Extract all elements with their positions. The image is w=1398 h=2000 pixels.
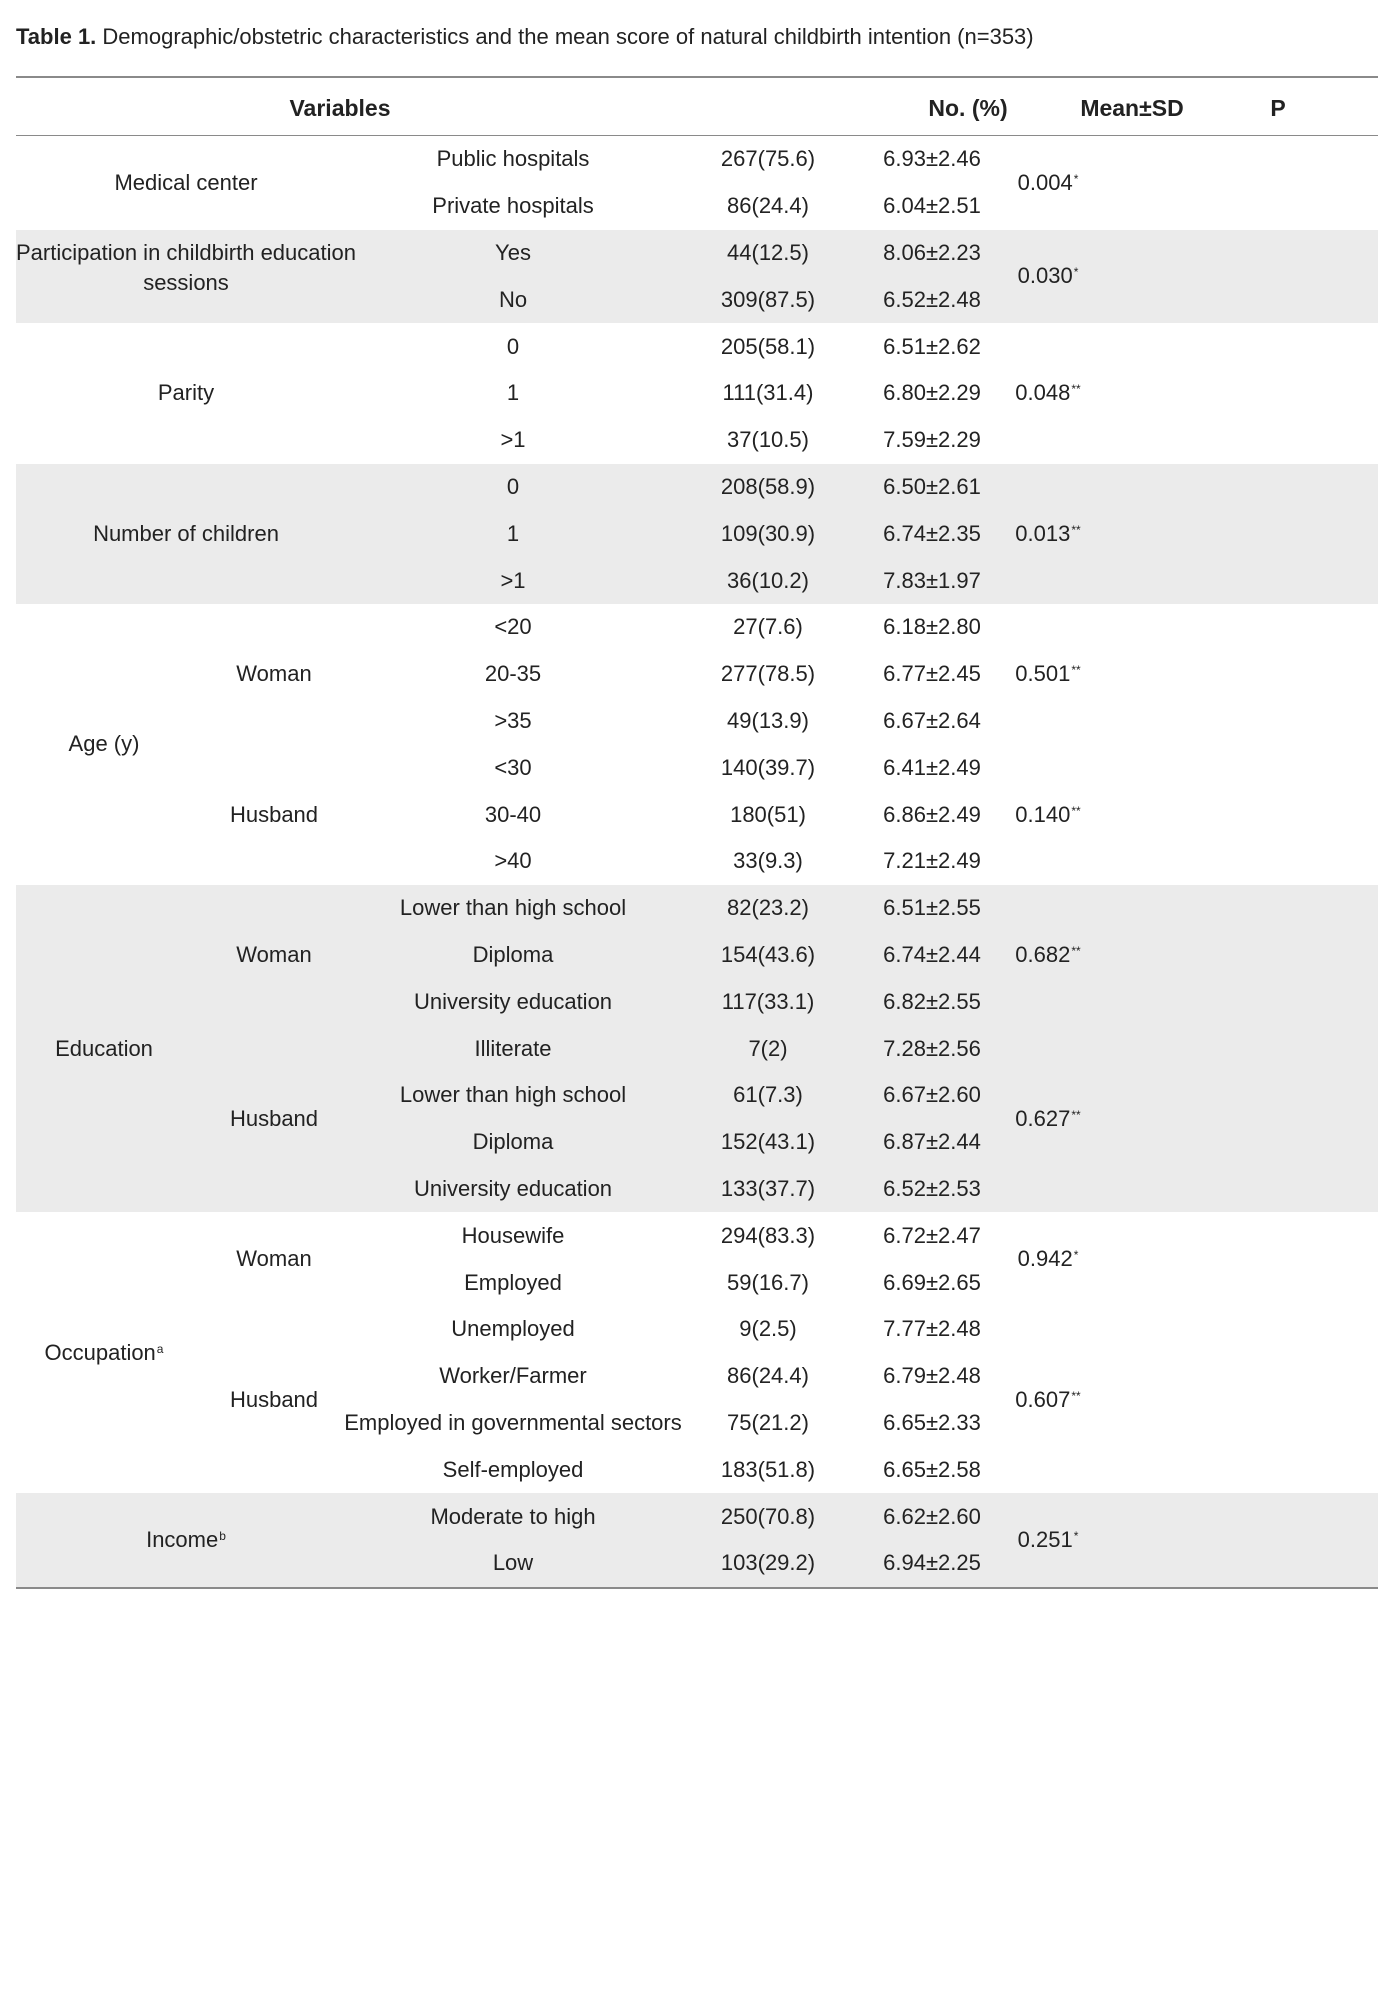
p-value (1015, 800, 1080, 830)
subgroup-label: Husband (229, 1105, 319, 1131)
count-cell: 183(51.8) (720, 1456, 816, 1482)
count-cell: 7(2) (748, 1035, 788, 1061)
group-label-line: Parity (157, 380, 215, 406)
mean-cell: 6.50±2.61 (883, 474, 981, 499)
caption-label: Table 1. (16, 24, 97, 49)
mean-cell: 7.28±2.56 (883, 1035, 981, 1061)
mean-cell: 6.04±2.51 (883, 193, 981, 219)
p-value (1015, 1385, 1080, 1415)
mean-cell: 6.86±2.49 (883, 801, 981, 827)
mean-cell: 6.94±2.25 (883, 1550, 981, 1576)
mean-cell: 6.74±2.44 (883, 942, 981, 967)
mean-cell: 6.82±2.55 (883, 988, 981, 1014)
level-cell: Self-employed (442, 1456, 584, 1482)
group-label-line: Occupation$^a$ (44, 1339, 164, 1365)
count-cell: 208(58.9) (720, 474, 816, 499)
level-cell: 30-40 (484, 801, 542, 827)
subgroup-label: Woman (236, 1246, 312, 1272)
significance-marker: ** (1071, 1107, 1081, 1122)
group-label-line: Age (y) (68, 731, 140, 757)
p-value-number: 0.013 (1015, 520, 1071, 546)
group-label-line: Income$^b$ (146, 1527, 226, 1552)
level-cell: 1 (506, 380, 520, 406)
level-cell: >35 (494, 708, 532, 733)
table-caption (16, 22, 1034, 52)
level-cell: Worker/Farmer (439, 1363, 587, 1389)
mean-cell: 6.52±2.53 (883, 1176, 981, 1201)
level-cell: Employed (464, 1269, 562, 1295)
count-cell: 250(70.8) (720, 1503, 816, 1529)
count-cell: 117(33.1) (721, 988, 815, 1014)
group-label (69, 729, 140, 759)
mean-cell: 6.51±2.62 (883, 333, 981, 359)
subgroup-label: Woman (236, 661, 312, 687)
count-cell: 9(2.5) (739, 1316, 797, 1342)
p-value (1018, 168, 1079, 198)
count-cell: 205(58.1) (720, 333, 816, 359)
p-value (1015, 940, 1080, 970)
level-cell: Diploma (472, 942, 554, 967)
subgroup-label: Husband (229, 801, 319, 827)
p-value (1018, 1244, 1079, 1274)
mean-cell: 6.52±2.48 (883, 286, 981, 312)
p-value-number: 0.004 (1017, 169, 1073, 195)
level-cell: University education (413, 1176, 613, 1201)
mean-cell: 6.18±2.80 (883, 614, 981, 640)
level-cell: Illiterate (474, 1035, 552, 1061)
level-cell: University education (413, 988, 613, 1014)
level-cell: Public hospitals (436, 146, 590, 172)
p-value-number: 0.048 (1015, 380, 1071, 406)
group-band (16, 885, 1378, 1213)
count-cell: 267(75.6) (720, 146, 816, 172)
group-label (146, 1525, 226, 1555)
significance-marker: * (1073, 1529, 1079, 1543)
count-cell: 180(51) (730, 801, 806, 827)
mean-cell: 6.62±2.60 (883, 1503, 981, 1529)
group-label (158, 378, 214, 408)
mean-cell: 7.83±1.97 (883, 567, 981, 593)
mean-cell: 6.65±2.33 (883, 1410, 981, 1435)
count-cell: 49(13.9) (727, 708, 809, 733)
significance-marker: * (1073, 171, 1079, 186)
significance-marker: ** (1071, 382, 1081, 397)
group-label-line: Medical center (114, 169, 258, 195)
count-cell: 133(37.7) (720, 1176, 816, 1201)
p-value-number: 0.942 (1017, 1246, 1073, 1272)
count-cell: 61(7.3) (733, 1082, 803, 1108)
mean-cell: 7.59±2.29 (883, 427, 981, 453)
significance-marker: ** (1071, 522, 1081, 537)
count-cell: 309(87.5) (720, 286, 816, 312)
group-label (45, 1338, 164, 1368)
count-cell: 103(29.2) (720, 1550, 816, 1576)
footnote-marker: b (219, 1529, 226, 1543)
significance-marker: * (1073, 1248, 1079, 1263)
count-cell: 37(10.5) (727, 427, 809, 453)
count-cell: 36(10.2) (727, 567, 809, 593)
p-value (1015, 519, 1080, 549)
level-cell: No (498, 286, 528, 312)
mean-cell: 6.69±2.65 (883, 1269, 981, 1295)
group-label (55, 1034, 153, 1064)
mean-cell: 6.72±2.47 (883, 1222, 981, 1248)
count-cell: 86(24.4) (727, 1363, 809, 1389)
p-value-number: 0.607 (1015, 1386, 1071, 1412)
level-cell: 20-35 (484, 661, 542, 687)
count-cell: 33(9.3) (733, 848, 803, 874)
count-cell: 294(83.3) (720, 1222, 816, 1248)
mean-cell: 6.67±2.60 (883, 1082, 981, 1108)
header-rule (16, 135, 1378, 136)
mean-cell: 6.93±2.46 (883, 146, 981, 172)
level-cell: >1 (500, 567, 526, 593)
header-p: P (1270, 95, 1286, 121)
footnote-marker: a (156, 1341, 164, 1356)
count-cell: 111(31.4) (722, 380, 814, 406)
header-no: No. (%) (928, 95, 1008, 121)
mean-cell: 6.51±2.55 (883, 895, 981, 921)
significance-marker: ** (1071, 944, 1081, 958)
count-cell: 109(30.9) (720, 520, 816, 546)
p-value (1015, 378, 1080, 408)
p-value (1015, 659, 1080, 689)
mean-cell: 6.65±2.58 (883, 1456, 981, 1482)
significance-marker: ** (1071, 663, 1081, 678)
mean-cell: 6.80±2.29 (883, 380, 981, 406)
significance-marker: ** (1071, 1388, 1081, 1403)
mean-cell: 7.21±2.49 (883, 848, 981, 874)
level-cell: 1 (506, 520, 520, 546)
level-cell: Unemployed (451, 1316, 575, 1342)
significance-marker: ** (1071, 803, 1081, 818)
p-value-number: 0.251 (1017, 1527, 1073, 1552)
p-value (1018, 1525, 1079, 1555)
p-value-number: 0.682 (1015, 942, 1071, 967)
caption-text: Demographic/obstetric characteristics and the mean score of natural childbirth intention (n=353) (96, 24, 1034, 49)
mean-cell: 8.06±2.23 (883, 240, 981, 265)
bottom-rule (16, 1587, 1378, 1589)
group-label-line: Number of children (93, 520, 279, 546)
level-cell: Moderate to high (430, 1503, 596, 1529)
group-label-line: Education (55, 1035, 153, 1061)
count-cell: 59(16.7) (727, 1269, 809, 1295)
count-cell: 75(21.2) (727, 1410, 809, 1435)
count-cell: 277(78.5) (720, 661, 816, 687)
level-cell: Lower than high school (399, 1082, 627, 1108)
count-cell: 27(7.6) (733, 614, 803, 640)
group-label (16, 238, 356, 298)
mean-cell: 6.74±2.35 (883, 520, 981, 546)
subgroup-label: Husband (229, 1386, 319, 1412)
p-value (1018, 261, 1079, 291)
level-cell: Lower than high school (399, 895, 627, 921)
p-value (1015, 1104, 1080, 1134)
group-label (114, 168, 257, 198)
mean-cell: 6.87±2.44 (883, 1129, 981, 1155)
significance-marker: * (1073, 265, 1079, 280)
level-cell: <30 (494, 754, 532, 780)
mean-cell: 6.77±2.45 (883, 661, 981, 687)
count-cell: 86(24.4) (727, 193, 809, 219)
count-cell: 152(43.1) (720, 1129, 816, 1155)
level-cell: Yes (495, 240, 531, 265)
level-cell: Private hospitals (432, 193, 594, 219)
count-cell: 82(23.2) (727, 895, 809, 921)
group-label-line: sessions (143, 270, 229, 296)
level-cell: Diploma (472, 1129, 554, 1155)
count-cell: 44(12.5) (727, 240, 809, 265)
mean-cell: 7.77±2.48 (883, 1316, 981, 1342)
mean-cell: 6.67±2.64 (883, 708, 981, 733)
p-value-number: 0.140 (1015, 801, 1071, 827)
count-cell: 154(43.6) (720, 942, 816, 967)
level-cell: 0 (506, 474, 520, 499)
level-cell: >40 (494, 848, 532, 874)
count-cell: 140(39.7) (720, 754, 816, 780)
level-cell: Housewife (461, 1222, 565, 1248)
header-variables: Variables (289, 95, 391, 121)
level-cell: Low (492, 1550, 534, 1576)
level-cell: Employed in governmental sectors (344, 1410, 682, 1435)
level-cell: >1 (500, 427, 526, 453)
top-rule (16, 76, 1378, 78)
mean-cell: 6.79±2.48 (883, 1363, 981, 1389)
p-value-number: 0.030 (1017, 263, 1073, 289)
p-value-number: 0.627 (1015, 1105, 1071, 1131)
p-value-number: 0.501 (1015, 661, 1071, 687)
mean-cell: 6.41±2.49 (883, 754, 981, 780)
level-cell: 0 (506, 333, 520, 359)
header-mean: Mean±SD (1080, 95, 1184, 121)
group-label-line: Participation in childbirth education (16, 240, 356, 266)
group-label (93, 519, 279, 549)
level-cell: <20 (494, 614, 532, 640)
subgroup-label: Woman (236, 942, 312, 967)
